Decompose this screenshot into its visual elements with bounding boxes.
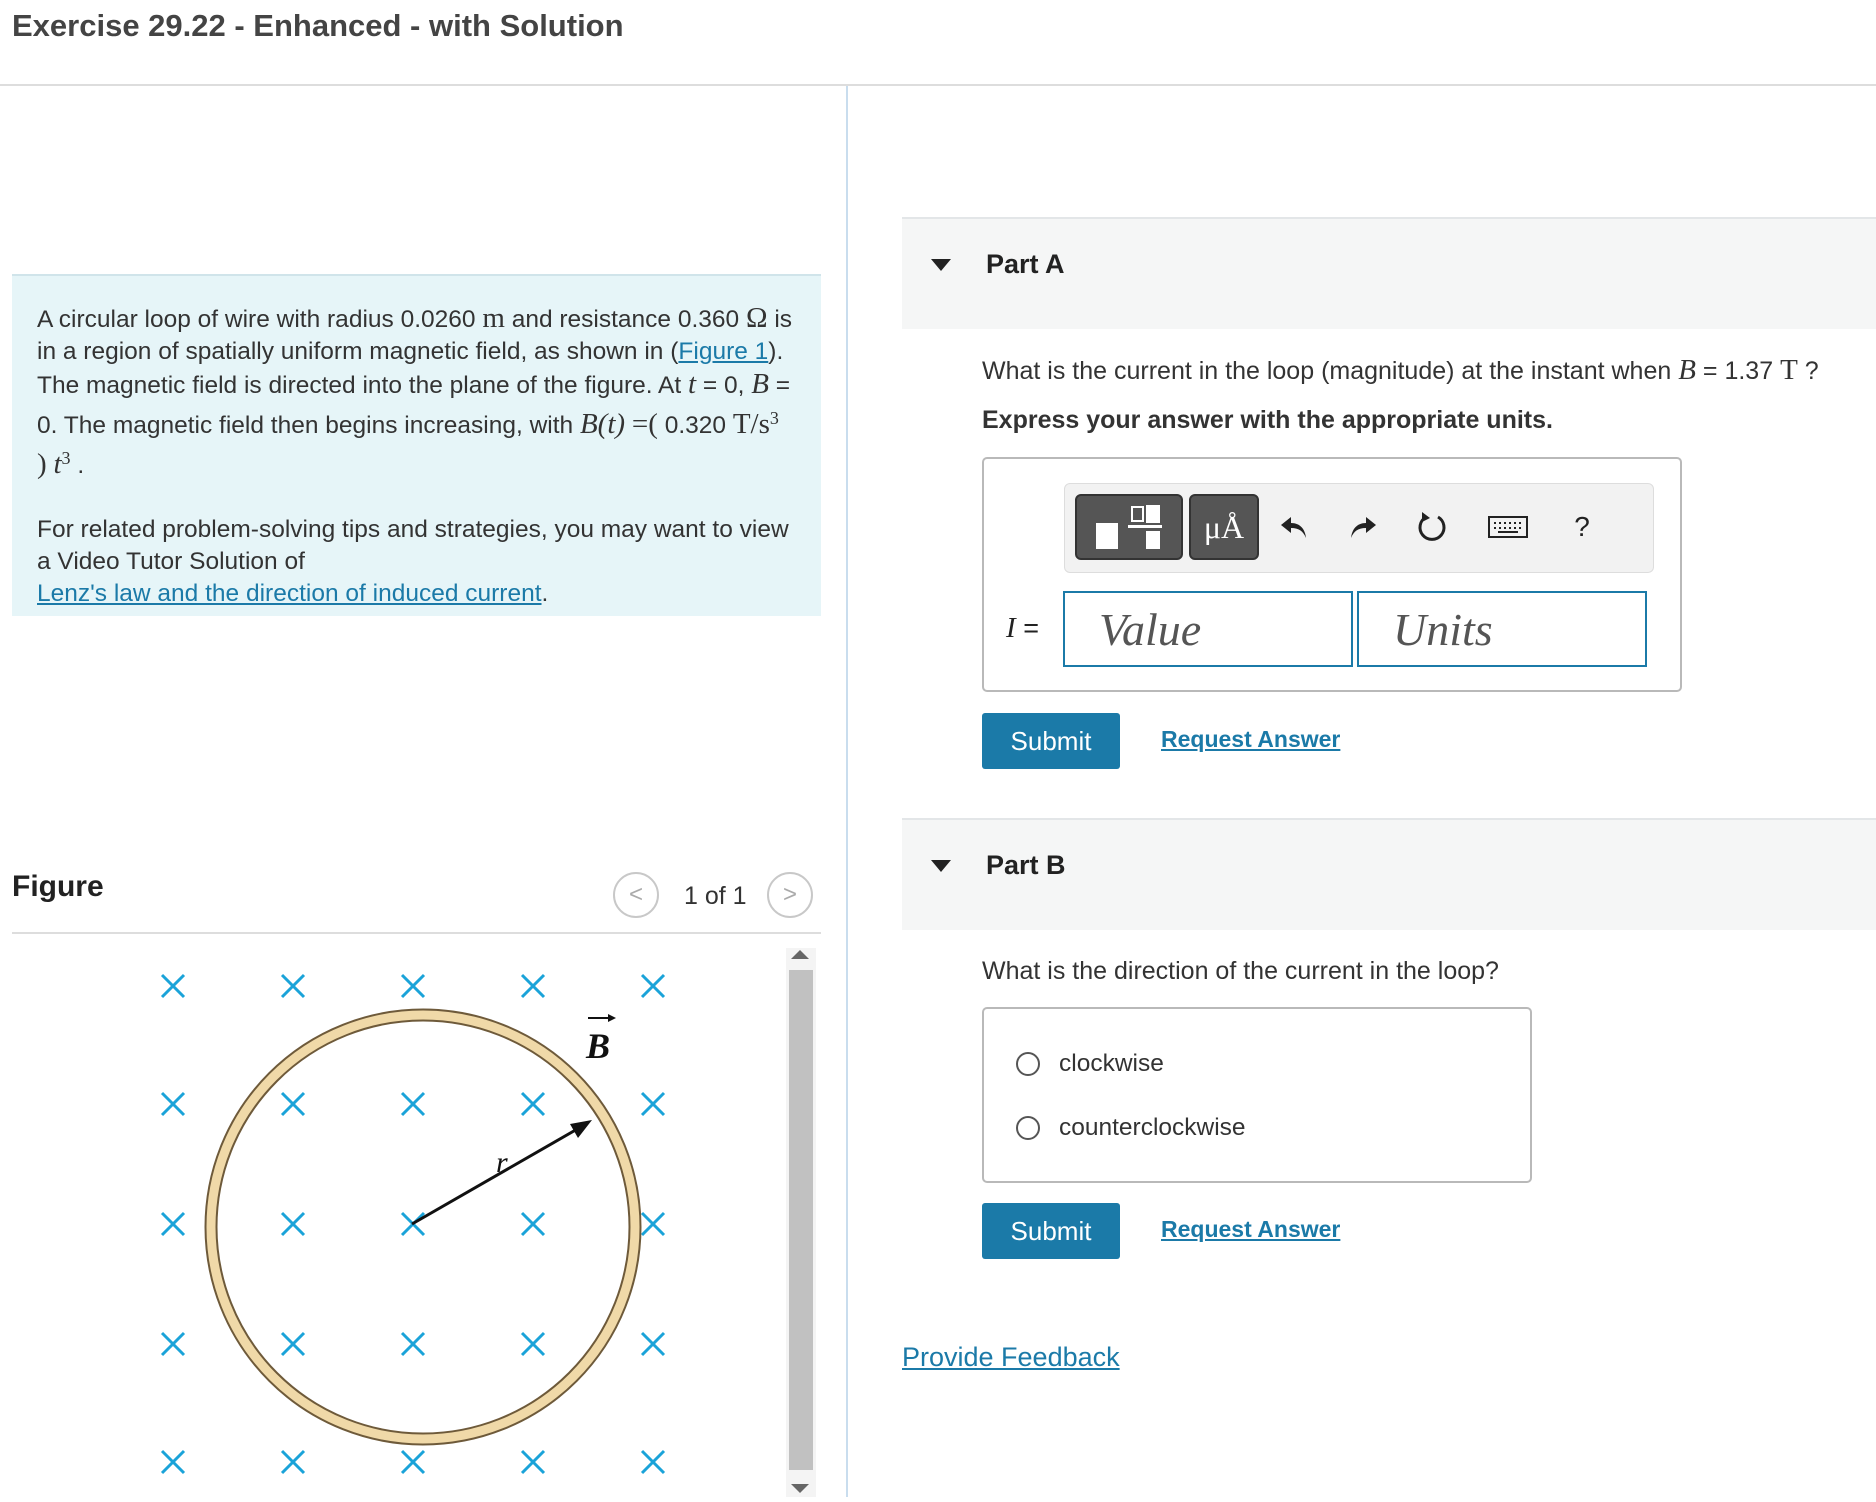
keyboard-icon[interactable]: [1483, 504, 1533, 550]
part-a-title: Part A: [986, 249, 1065, 279]
templates-icon: [1094, 503, 1164, 551]
part-a-instruction: Express your answer with the appropriate units.: [982, 406, 1553, 434]
figure-prev-button[interactable]: <: [613, 872, 659, 918]
field-x-mark: [162, 975, 184, 997]
figure-next-button[interactable]: >: [767, 872, 813, 918]
figure-scrollbar-thumb[interactable]: [789, 970, 813, 1470]
reset-icon[interactable]: [1409, 504, 1455, 550]
field-x-mark: [642, 1333, 664, 1355]
field-x-mark: [522, 1213, 544, 1235]
field-x-mark: [522, 1451, 544, 1473]
help-icon[interactable]: ?: [1574, 511, 1590, 542]
field-x-mark: [162, 1213, 184, 1235]
part-a-submit-button[interactable]: Submit: [982, 713, 1120, 769]
field-x-mark: [642, 975, 664, 997]
radio-button[interactable]: [1016, 1116, 1040, 1140]
header-divider: [0, 84, 1876, 86]
radius-arrowhead: [570, 1120, 592, 1138]
math-toolbar: [1064, 483, 1654, 573]
video-tutor-text: For related problem-solving tips and strategies, you may want to view a Video Tutor Solution of Lenz's law and the direction of induced current.: [37, 516, 789, 608]
part-a-header[interactable]: [902, 217, 1876, 329]
figure-panel: [12, 934, 782, 1497]
field-x-mark: [642, 1093, 664, 1115]
part-b-submit-button[interactable]: Submit: [982, 1203, 1120, 1259]
field-x-mark: [522, 975, 544, 997]
field-x-mark: [282, 1451, 304, 1473]
video-tutor-link[interactable]: Lenz's law and the direction of induced current: [37, 580, 542, 608]
collapse-caret-icon: [931, 860, 951, 872]
pane-splitter[interactable]: [846, 86, 848, 1497]
field-x-mark: [522, 1333, 544, 1355]
field-x-mark: [642, 1451, 664, 1473]
part-a-question: What is the current in the loop (magnitude) at the instant when B = 1.37 T ?: [982, 354, 1819, 386]
option-counterclockwise[interactable]: counterclockwise: [1016, 1114, 1246, 1142]
problem-statement: [12, 274, 821, 616]
answer-variable-label: I =: [1006, 612, 1039, 644]
part-b-request-answer-link[interactable]: Request Answer: [1161, 1216, 1341, 1242]
field-x-mark: [402, 1333, 424, 1355]
field-x-mark: [282, 1333, 304, 1355]
part-b-title: Part B: [986, 850, 1066, 880]
page-title: Exercise 29.22 - Enhanced - with Solution: [12, 8, 624, 43]
field-x-mark: [402, 1451, 424, 1473]
option-clockwise[interactable]: clockwise: [1016, 1050, 1164, 1078]
field-x-mark: [162, 1451, 184, 1473]
provide-feedback-link[interactable]: Provide Feedback: [902, 1342, 1120, 1372]
scroll-up-arrow-icon[interactable]: [791, 950, 809, 959]
collapse-caret-icon: [931, 259, 951, 271]
field-x-mark: [162, 1093, 184, 1115]
part-a-request-answer-link[interactable]: Request Answer: [1161, 726, 1341, 752]
figure-heading: Figure: [12, 870, 104, 903]
field-x-mark: [402, 975, 424, 997]
redo-icon[interactable]: [1340, 504, 1386, 550]
part-b-header[interactable]: [902, 818, 1876, 930]
field-x-mark: [522, 1093, 544, 1115]
figure-pager-text: 1 of 1: [684, 882, 747, 910]
field-x-mark: [642, 1213, 664, 1235]
problem-text: A circular loop of wire with radius 0.0260 m and resistance 0.360 Ω is in a region of spatially uniform magnetic field, as shown in (Figure 1). The magnetic field is directed into the plane of the figure. At t = 0, B = 0. The magnetic field then begins increasing, with B(t) =( 0.320 $T/s^3$ ) $t^3$ .: [37, 302, 793, 481]
value-input[interactable]: [1063, 591, 1353, 667]
field-x-mark: [162, 1333, 184, 1355]
field-label: B: [586, 1026, 611, 1066]
scroll-down-arrow-icon[interactable]: [791, 1484, 809, 1493]
field-x-mark: [282, 975, 304, 997]
templates-button[interactable]: [1075, 494, 1183, 560]
radius-label: r: [496, 1146, 508, 1179]
undo-icon[interactable]: [1271, 504, 1317, 550]
units-input[interactable]: [1357, 591, 1647, 667]
magnetic-field-figure: [12, 934, 782, 1497]
units-button[interactable]: μÅ: [1189, 494, 1259, 560]
radio-button[interactable]: [1016, 1052, 1040, 1076]
field-x-mark: [282, 1093, 304, 1115]
figure-link[interactable]: Figure 1: [678, 338, 769, 365]
field-x-mark: [282, 1213, 304, 1235]
field-x-mark: [402, 1093, 424, 1115]
part-b-question: What is the direction of the current in the loop?: [982, 957, 1499, 985]
part-b-choices: [982, 1007, 1532, 1183]
part-a-answer-box: [982, 457, 1682, 692]
